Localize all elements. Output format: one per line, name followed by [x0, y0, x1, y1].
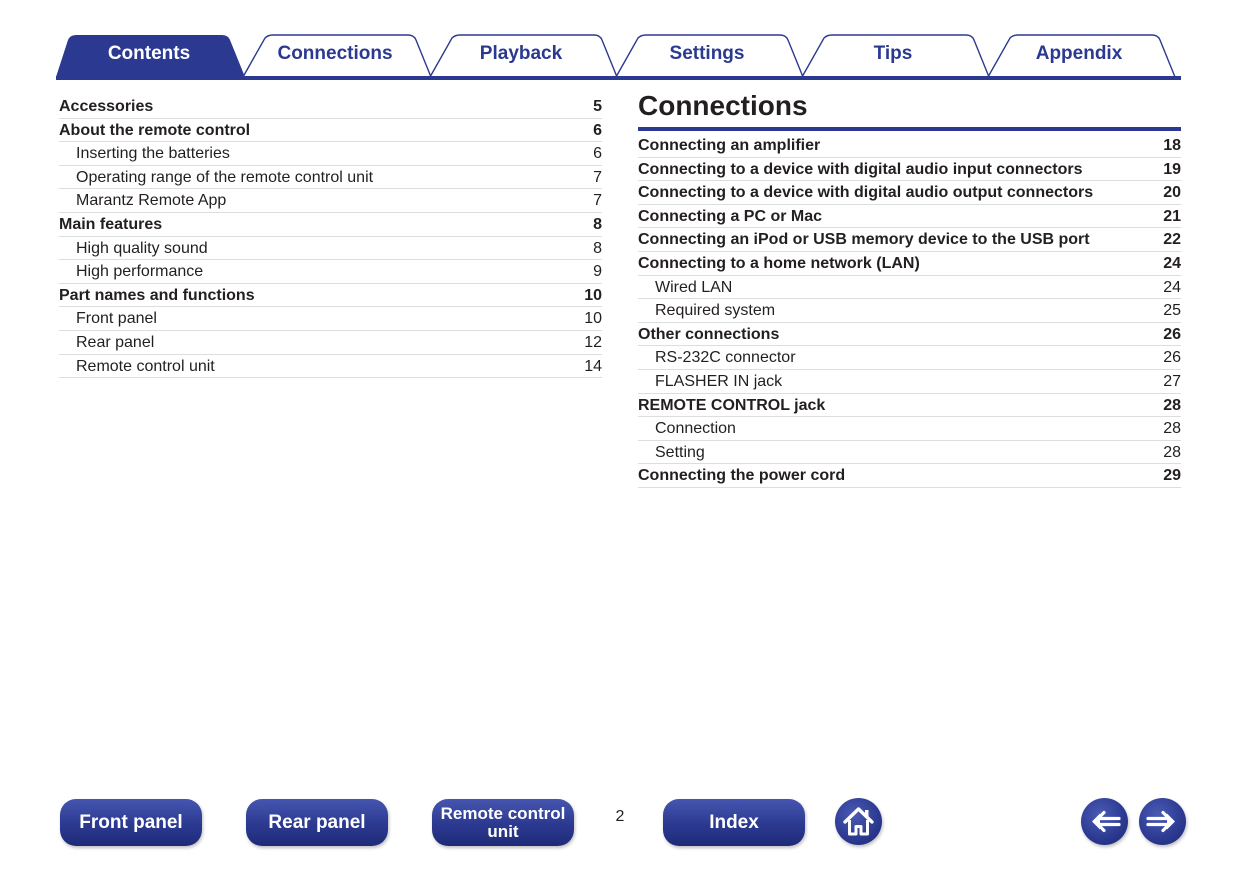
toc-entry-page: 28: [1163, 396, 1181, 414]
toc-entry-page: 8: [593, 239, 602, 257]
toc-entry[interactable]: [59, 95, 602, 119]
toc-entry[interactable]: [638, 181, 1181, 205]
toc-entry-title: FLASHER IN jack: [655, 372, 783, 390]
toc-entry[interactable]: [638, 134, 1181, 158]
toc-entry-page: 26: [1163, 349, 1181, 367]
toc-entry-title: Connecting the power cord: [638, 467, 846, 485]
toc-entry[interactable]: [638, 417, 1181, 441]
arrow-left-icon: [1081, 798, 1128, 845]
toc-entry[interactable]: [638, 228, 1181, 252]
toc-entry-page: 24: [1163, 254, 1181, 272]
toc-entry[interactable]: [59, 284, 602, 308]
toc-entry-title: Marantz Remote App: [76, 192, 227, 210]
tab-connections[interactable]: Connections: [277, 43, 393, 64]
toc-entry-page: 18: [1163, 137, 1181, 154]
toc-entry-page: 10: [584, 310, 602, 328]
tab-contents[interactable]: Contents: [107, 43, 191, 64]
toc-entry-page: 20: [1163, 184, 1181, 202]
toc-entry-page: 28: [1163, 443, 1181, 461]
toc-entry-page: 12: [584, 333, 602, 351]
toc-entry[interactable]: [638, 252, 1181, 276]
toc-entry-title: Operating range of the remote control unit: [76, 168, 374, 186]
toc-entry-page: 21: [1163, 207, 1181, 225]
toc-entry[interactable]: [638, 370, 1181, 394]
toc-entry-title: Connecting to a home network (LAN): [638, 254, 920, 272]
remote-control-label-line2: unit: [487, 821, 519, 841]
toc-entry-page: 9: [593, 263, 602, 281]
front-panel-button[interactable]: Front panel: [60, 799, 202, 846]
toc-entry-title: High performance: [76, 263, 204, 281]
toc-entry-page: 19: [1163, 160, 1181, 178]
right-toc: [638, 134, 1181, 488]
toc-entry[interactable]: [59, 142, 602, 166]
toc-entry-page: 7: [593, 168, 602, 186]
home-button[interactable]: [835, 798, 882, 845]
toc-entry-page: 27: [1163, 372, 1181, 390]
toc-entry[interactable]: [59, 331, 602, 355]
toc-entry-title: Front panel: [76, 310, 157, 328]
toc-entry-title: Connecting a PC or Mac: [638, 207, 823, 225]
toc-entry-page: 28: [1163, 420, 1181, 438]
toc-entry-title: Main features: [59, 215, 163, 233]
remote-control-label-line1: Remote control: [440, 803, 566, 823]
toc-entry[interactable]: [638, 323, 1181, 347]
toc-entry-page: 6: [593, 145, 602, 163]
toc-entry-title: Rear panel: [76, 333, 155, 351]
toc-entry-page: 24: [1163, 278, 1181, 296]
toc-entry-title: REMOTE CONTROL jack: [638, 396, 826, 414]
toc-entry-page: 22: [1163, 231, 1181, 249]
toc-entry[interactable]: [638, 158, 1181, 182]
toc-entry-title: Connecting an amplifier: [638, 137, 821, 154]
toc-entry[interactable]: [59, 119, 602, 143]
toc-entry-title: Accessories: [59, 98, 154, 115]
toc-entry[interactable]: [59, 307, 602, 331]
back-button[interactable]: [1081, 798, 1128, 845]
toc-entry[interactable]: [59, 189, 602, 213]
section-rule: [638, 127, 1181, 131]
tab-appendix[interactable]: Appendix: [1035, 43, 1123, 64]
toc-entry-title: Connecting an iPod or USB memory device to the USB port: [638, 231, 1090, 249]
left-toc: [59, 95, 602, 378]
toc-entry[interactable]: [59, 213, 602, 237]
toc-entry-title: Connecting to a device with digital audio input connectors: [638, 160, 1083, 178]
toc-entry-title: RS-232C connector: [655, 349, 796, 367]
toc-entry-title: Connecting to a device with digital audio output connectors: [638, 184, 1094, 202]
toc-entry-page: 14: [584, 357, 602, 375]
toc-entry-page: 29: [1163, 467, 1181, 485]
tab-outlines: [0, 0, 1240, 82]
toc-entry-title: Other connections: [638, 325, 780, 343]
remote-control-unit-button[interactable]: [432, 799, 574, 846]
toc-entry-title: Remote control unit: [76, 357, 215, 375]
toc-entry-page: 8: [593, 215, 602, 233]
rear-panel-button[interactable]: Rear panel: [246, 799, 388, 846]
toc-entry[interactable]: [638, 276, 1181, 300]
tab-bar: [0, 0, 1240, 82]
toc-entry[interactable]: [59, 260, 602, 284]
tab-settings[interactable]: Settings: [669, 43, 745, 64]
toc-entry-page: 26: [1163, 325, 1181, 343]
toc-entry-page: 5: [593, 98, 602, 115]
home-icon: [835, 798, 882, 845]
index-button[interactable]: Index: [663, 799, 805, 846]
toc-entry[interactable]: [59, 355, 602, 379]
toc-entry-page: 25: [1163, 302, 1181, 320]
toc-entry-title: Inserting the batteries: [76, 145, 230, 163]
tab-playback[interactable]: Playback: [479, 43, 563, 64]
toc-entry[interactable]: [638, 346, 1181, 370]
toc-entry[interactable]: [638, 205, 1181, 229]
page-number: 2: [615, 808, 625, 825]
forward-button[interactable]: [1139, 798, 1186, 845]
toc-entry-title: About the remote control: [59, 121, 251, 139]
toc-entry-title: Setting: [655, 443, 705, 461]
toc-entry-page: 7: [593, 192, 602, 210]
toc-entry-title: Wired LAN: [655, 278, 733, 296]
toc-entry[interactable]: [638, 464, 1181, 488]
toc-entry-title: Required system: [655, 302, 776, 320]
arrow-right-icon: [1139, 798, 1186, 845]
toc-entry-title: Part names and functions: [59, 286, 255, 304]
toc-entry[interactable]: [638, 394, 1181, 418]
toc-entry-page: 6: [593, 121, 602, 139]
tab-tips[interactable]: Tips: [873, 43, 913, 64]
toc-entry[interactable]: [638, 299, 1181, 323]
toc-entry[interactable]: [638, 441, 1181, 465]
toc-entry[interactable]: [59, 237, 602, 261]
section-title: Connections: [638, 90, 808, 121]
toc-entry[interactable]: [59, 166, 602, 190]
toc-entry-title: Connection: [655, 420, 736, 438]
toc-entry-page: 10: [584, 286, 602, 304]
toc-entry-title: High quality sound: [76, 239, 208, 257]
